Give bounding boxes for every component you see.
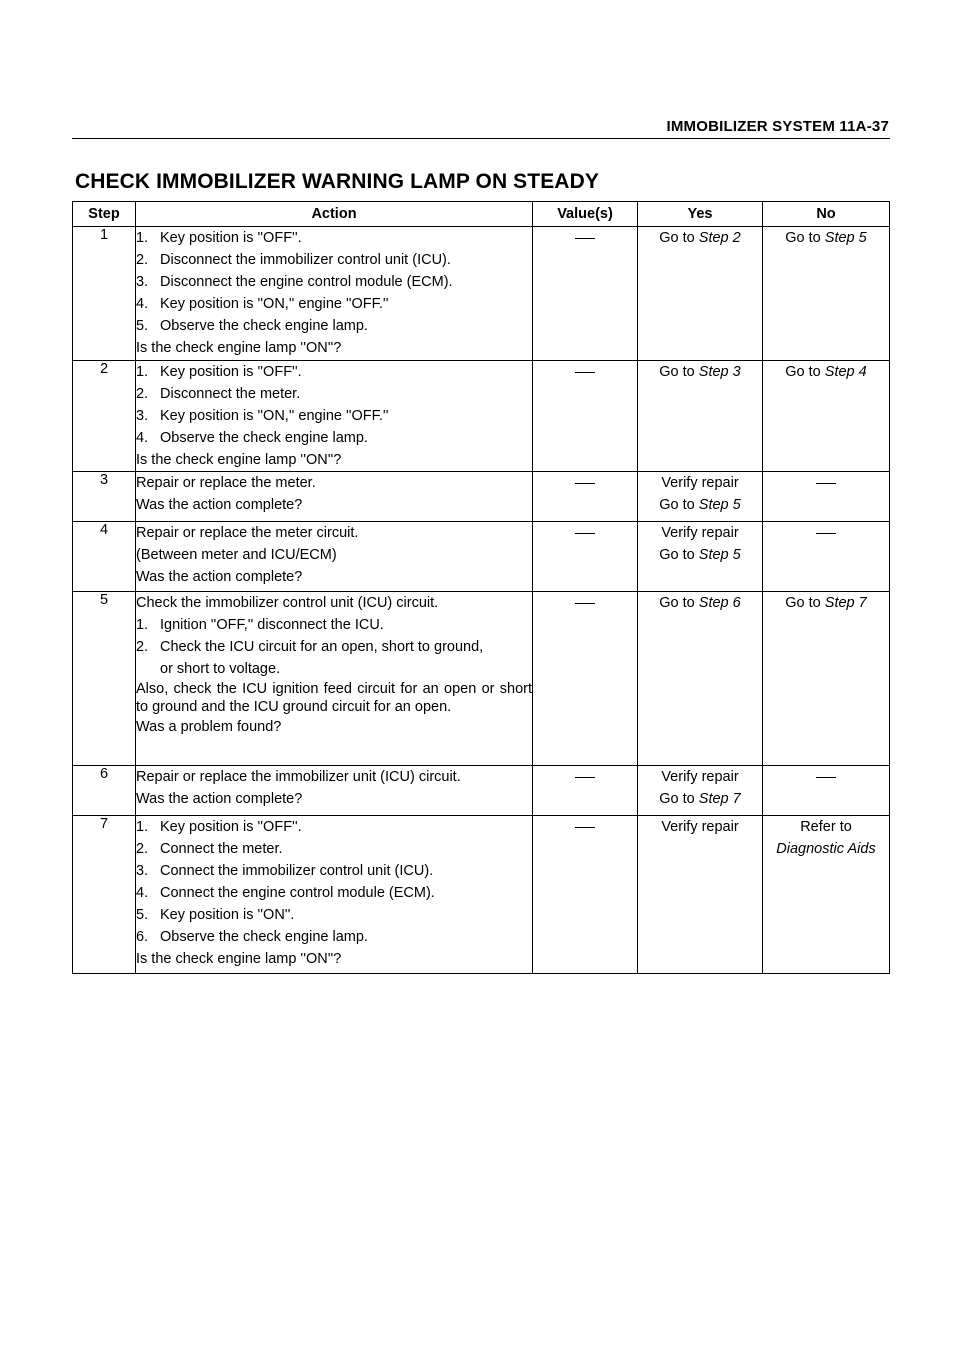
action-text: (Between meter and ICU/ECM) bbox=[136, 547, 337, 563]
step-number: 7 bbox=[73, 816, 136, 974]
step-number: 1 bbox=[73, 227, 136, 361]
action-cell bbox=[136, 227, 533, 361]
action-question: Was the action complete? bbox=[136, 497, 303, 513]
action-question: Was a problem found? bbox=[136, 719, 282, 735]
table-row bbox=[73, 522, 890, 592]
table-header-row bbox=[73, 202, 890, 227]
dash-mark bbox=[575, 238, 595, 239]
step-number: 4 bbox=[73, 522, 136, 592]
action-item: 6. Observe the check engine lamp. bbox=[136, 929, 368, 945]
step-number: 6 bbox=[73, 766, 136, 816]
action-text: Repair or replace the meter circuit. bbox=[136, 525, 359, 541]
page-header: IMMOBILIZER SYSTEM 11A-37 bbox=[666, 118, 889, 135]
action-cell bbox=[136, 522, 533, 592]
header-divider bbox=[72, 138, 890, 139]
dash-mark bbox=[816, 483, 836, 484]
action-item: 5. Observe the check engine lamp. bbox=[136, 318, 368, 334]
step-reference: Step 2 bbox=[698, 230, 741, 246]
no-cell: Go to Step 7 bbox=[763, 592, 890, 766]
dash-mark bbox=[575, 777, 595, 778]
value-cell bbox=[533, 766, 638, 816]
step-number: 5 bbox=[73, 592, 136, 766]
yes-cell: Verify repair Go to Step 5 bbox=[638, 522, 763, 592]
column-header-values: Value(s) bbox=[533, 202, 638, 227]
table-row bbox=[73, 816, 890, 974]
table-row bbox=[73, 361, 890, 472]
action-item: 1. Ignition ''OFF,'' disconnect the ICU. bbox=[136, 617, 384, 633]
action-item: 1. Key position is ''OFF''. bbox=[136, 364, 302, 380]
step-reference: Step 4 bbox=[824, 364, 867, 380]
action-item: 4. Connect the engine control module (ECM). bbox=[136, 885, 435, 901]
value-cell bbox=[533, 227, 638, 361]
dash-mark bbox=[816, 777, 836, 778]
step-reference: Step 7 bbox=[824, 595, 867, 611]
action-cell bbox=[136, 472, 533, 522]
action-cell bbox=[136, 766, 533, 816]
yes-cell: Verify repair Go to Step 5 bbox=[638, 472, 763, 522]
action-cell bbox=[136, 361, 533, 472]
value-cell bbox=[533, 522, 638, 592]
action-item: 3. Key position is ''ON,'' engine ''OFF.'' bbox=[136, 408, 389, 424]
action-item: 5. Key position is ''ON''. bbox=[136, 907, 295, 923]
table-row bbox=[73, 227, 890, 361]
dash-mark bbox=[816, 533, 836, 534]
value-cell bbox=[533, 472, 638, 522]
action-item-continuation: or short to voltage. bbox=[160, 661, 281, 677]
action-item: 4. Key position is ''ON,'' engine ''OFF.'' bbox=[136, 296, 389, 312]
action-item: 2. Disconnect the immobilizer control unit (ICU). bbox=[136, 252, 451, 268]
column-header-step: Step bbox=[73, 202, 136, 227]
action-item: 1. Key position is ''OFF''. bbox=[136, 230, 302, 246]
step-reference: Step 7 bbox=[698, 791, 741, 807]
yes-cell: Verify repair Go to Step 7 bbox=[638, 766, 763, 816]
no-cell: Go to Step 5 bbox=[763, 227, 890, 361]
dash-mark bbox=[575, 372, 595, 373]
yes-cell: Go to Step 2 bbox=[638, 227, 763, 361]
value-cell bbox=[533, 816, 638, 974]
table-row bbox=[73, 472, 890, 522]
action-text: Repair or replace the meter. bbox=[136, 475, 316, 491]
action-item: 2. Connect the meter. bbox=[136, 841, 283, 857]
action-item: 2. Disconnect the meter. bbox=[136, 386, 301, 402]
table-row bbox=[73, 592, 890, 766]
yes-cell: Verify repair bbox=[638, 816, 763, 974]
action-question: Is the check engine lamp ''ON''? bbox=[136, 951, 342, 967]
dash-mark bbox=[575, 827, 595, 828]
action-text: Repair or replace the immobilizer unit (ICU) circuit. bbox=[136, 769, 461, 785]
no-cell: Go to Step 4 bbox=[763, 361, 890, 472]
action-question: Was the action complete? bbox=[136, 569, 303, 585]
action-item: 2. Check the ICU circuit for an open, short to ground, bbox=[136, 639, 484, 655]
no-cell bbox=[763, 766, 890, 816]
step-number: 2 bbox=[73, 361, 136, 472]
no-cell: Refer to Diagnostic Aids bbox=[763, 816, 890, 974]
action-cell bbox=[136, 592, 533, 766]
column-header-action: Action bbox=[136, 202, 533, 227]
step-reference: Step 3 bbox=[698, 364, 741, 380]
action-item: 3. Disconnect the engine control module (ECM). bbox=[136, 274, 453, 290]
action-question: Is the check engine lamp ''ON''? bbox=[136, 452, 342, 468]
no-cell bbox=[763, 522, 890, 592]
no-cell bbox=[763, 472, 890, 522]
action-question: Is the check engine lamp ''ON''? bbox=[136, 340, 342, 356]
step-reference: Diagnostic Aids bbox=[776, 841, 876, 857]
dash-mark bbox=[575, 603, 595, 604]
table-row bbox=[73, 766, 890, 816]
action-cell bbox=[136, 816, 533, 974]
dash-mark bbox=[575, 533, 595, 534]
column-header-yes: Yes bbox=[638, 202, 763, 227]
action-item: 4. Observe the check engine lamp. bbox=[136, 430, 368, 446]
step-number: 3 bbox=[73, 472, 136, 522]
action-item: 3. Connect the immobilizer control unit (ICU). bbox=[136, 863, 434, 879]
action-item: 1. Key position is ''OFF''. bbox=[136, 819, 302, 835]
value-cell bbox=[533, 592, 638, 766]
value-cell bbox=[533, 361, 638, 472]
step-reference: Step 5 bbox=[698, 497, 741, 513]
step-reference: Step 6 bbox=[698, 595, 741, 611]
action-question: Was the action complete? bbox=[136, 791, 303, 807]
yes-cell: Go to Step 3 bbox=[638, 361, 763, 472]
yes-cell: Go to Step 6 bbox=[638, 592, 763, 766]
diagnostic-table bbox=[72, 201, 890, 974]
column-header-no: No bbox=[763, 202, 890, 227]
page-title: CHECK IMMOBILIZER WARNING LAMP ON STEADY bbox=[75, 170, 599, 193]
dash-mark bbox=[575, 483, 595, 484]
action-note: Also, check the ICU ignition feed circuit for an open or short to ground and the ICU ground circuit for an open. bbox=[136, 681, 532, 715]
action-text: Check the immobilizer control unit (ICU) circuit. bbox=[136, 595, 439, 611]
step-reference: Step 5 bbox=[824, 230, 867, 246]
step-reference: Step 5 bbox=[698, 547, 741, 563]
